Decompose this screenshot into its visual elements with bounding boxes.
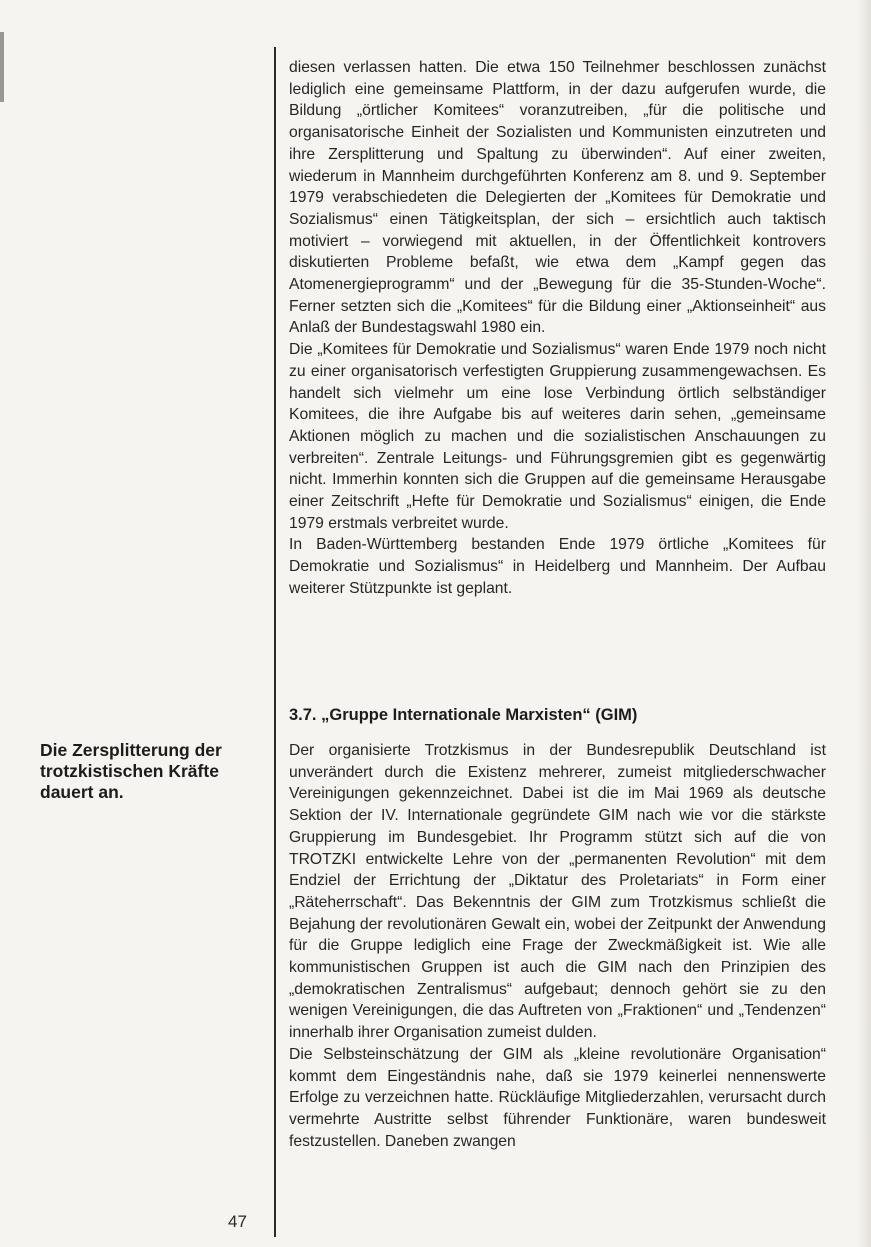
paragraph: Die „Komitees für Demokratie und Sozialismus“ waren Ende 1979 noch nicht zu einer organisatorisch verfestigten Gruppierung zusammengewachsen. Es handelt sich vielmehr um eine lose Verbindung örtlich selbständiger Komitees, die ihre Aufgabe bis auf weiteres darin sehen, „gemeinsame Aktionen möglich zu machen und die sozialistischen Anschauungen zu verbreiten“. Zentrale Leitungs- und Führungsgremien gibt es gegenwärtig nicht. Immerhin konnten sich die Gruppen auf die gemeinsame Herausgabe einer Zeitschrift „Hefte für Demokratie und Sozialismus“ einigen, die Ende 1979 erstmals verbreitet wurde. (289, 341, 826, 532)
column-divider (274, 47, 276, 1237)
paragraph: Die Selbsteinschätzung der GIM als „kleine revolutionäre Organisation“ kommt dem Eingeständnis nahe, daß sie 1979 keinerlei nennenswerte Erfolge zu verzeichnen hatte. Rückläufige Mitgliederzahlen, verursacht durch vermehrte Austritte selbst führender Funktionäre, waren bundesweit festzustellen. Daneben zwangen (289, 1045, 826, 1150)
margin-note: Die Zersplitterung der trotzkistischen Kräfte dauert an. (40, 740, 222, 802)
page-edge-shadow (857, 0, 871, 1247)
paragraph: diesen verlassen hatten. Die etwa 150 Teilnehmer beschlossen zunächst lediglich eine gemeinsame Plattform, in der dazu aufgerufen wurde, die Bildung „örtlicher Komitees“ voranzutreiben, „für die politische und organisatorische Einheit der Sozialisten und Kommunisten einzutreten und ihre Zersplitterung und Spaltung zu überwinden“. Auf einer zweiten, wiederum in Mannheim durchgeführten Konferenz am 8. und 9. September 1979 verabschiedeten die Delegierten der „Komitees für Demokratie und Sozialismus“ einen Tätigkeitsplan, der sich – ersichtlich auch taktisch motiviert – vorwiegend mit aktuellen, in der Öffentlichkeit kontrovers diskutierten Probleme befaßt, wie etwa dem „Kampf gegen das Atomenergieprogramm“ und der „Bewegung für die 35-Stunden-Woche“. Ferner setzten sich die „Komitees“ für die Bildung einer „Aktionseinheit“ aus Anlaß der Bundestagswahl 1980 ein. (289, 59, 826, 337)
section-heading: 3.7. „Gruppe Internationale Marxisten“ (GIM) (289, 706, 638, 724)
page-number: 47 (228, 1212, 247, 1231)
paragraph: Der organisierte Trotzkismus in der Bundesrepublik Deutschland ist unverändert durch die Existenz mehrerer, zumeist mitgliederschwacher Vereinigungen gekennzeichnet. Dabei ist die im Mai 1969 als deutsche Sektion der IV. Internationale gegründete GIM nach wie vor die stärkste Gruppierung im Bundesgebiet. Ihr Programm stützt sich auf die von TROTZKI entwickelte Lehre von der „permanenten Revolution“ mit dem Endziel der Errichtung der „Diktatur des Proletariats“ in Form einer „Räteherrschaft“. Das Bekenntnis der GIM zum Trotzkismus schließt die Bejahung der revolutionären Gewalt ein, wobei der Zeitpunkt der Anwendung für die Gruppe lediglich eine Frage der Zweckmäßigkeit ist. Wie alle kommunistischen Gruppen ist auch die GIM nach den Prinzipien des „demokratischen Zentralismus“ aufgebaut; dennoch gehört sie zu den wenigen Vereinigungen, die das Auftreten von „Fraktionen“ und „Tendenzen“ innerhalb ihrer Organisation zumeist dulden. (289, 742, 826, 1042)
paragraph: In Baden-Württemberg bestanden Ende 1979 örtliche „Komitees für Demokratie und Sozialismus“ in Heidelberg und Mannheim. Der Aufbau weiterer Stützpunkte ist geplant. (289, 536, 826, 597)
body-text-top (289, 57, 826, 600)
scan-edge-mark (0, 32, 4, 102)
body-text-section (289, 740, 826, 1152)
